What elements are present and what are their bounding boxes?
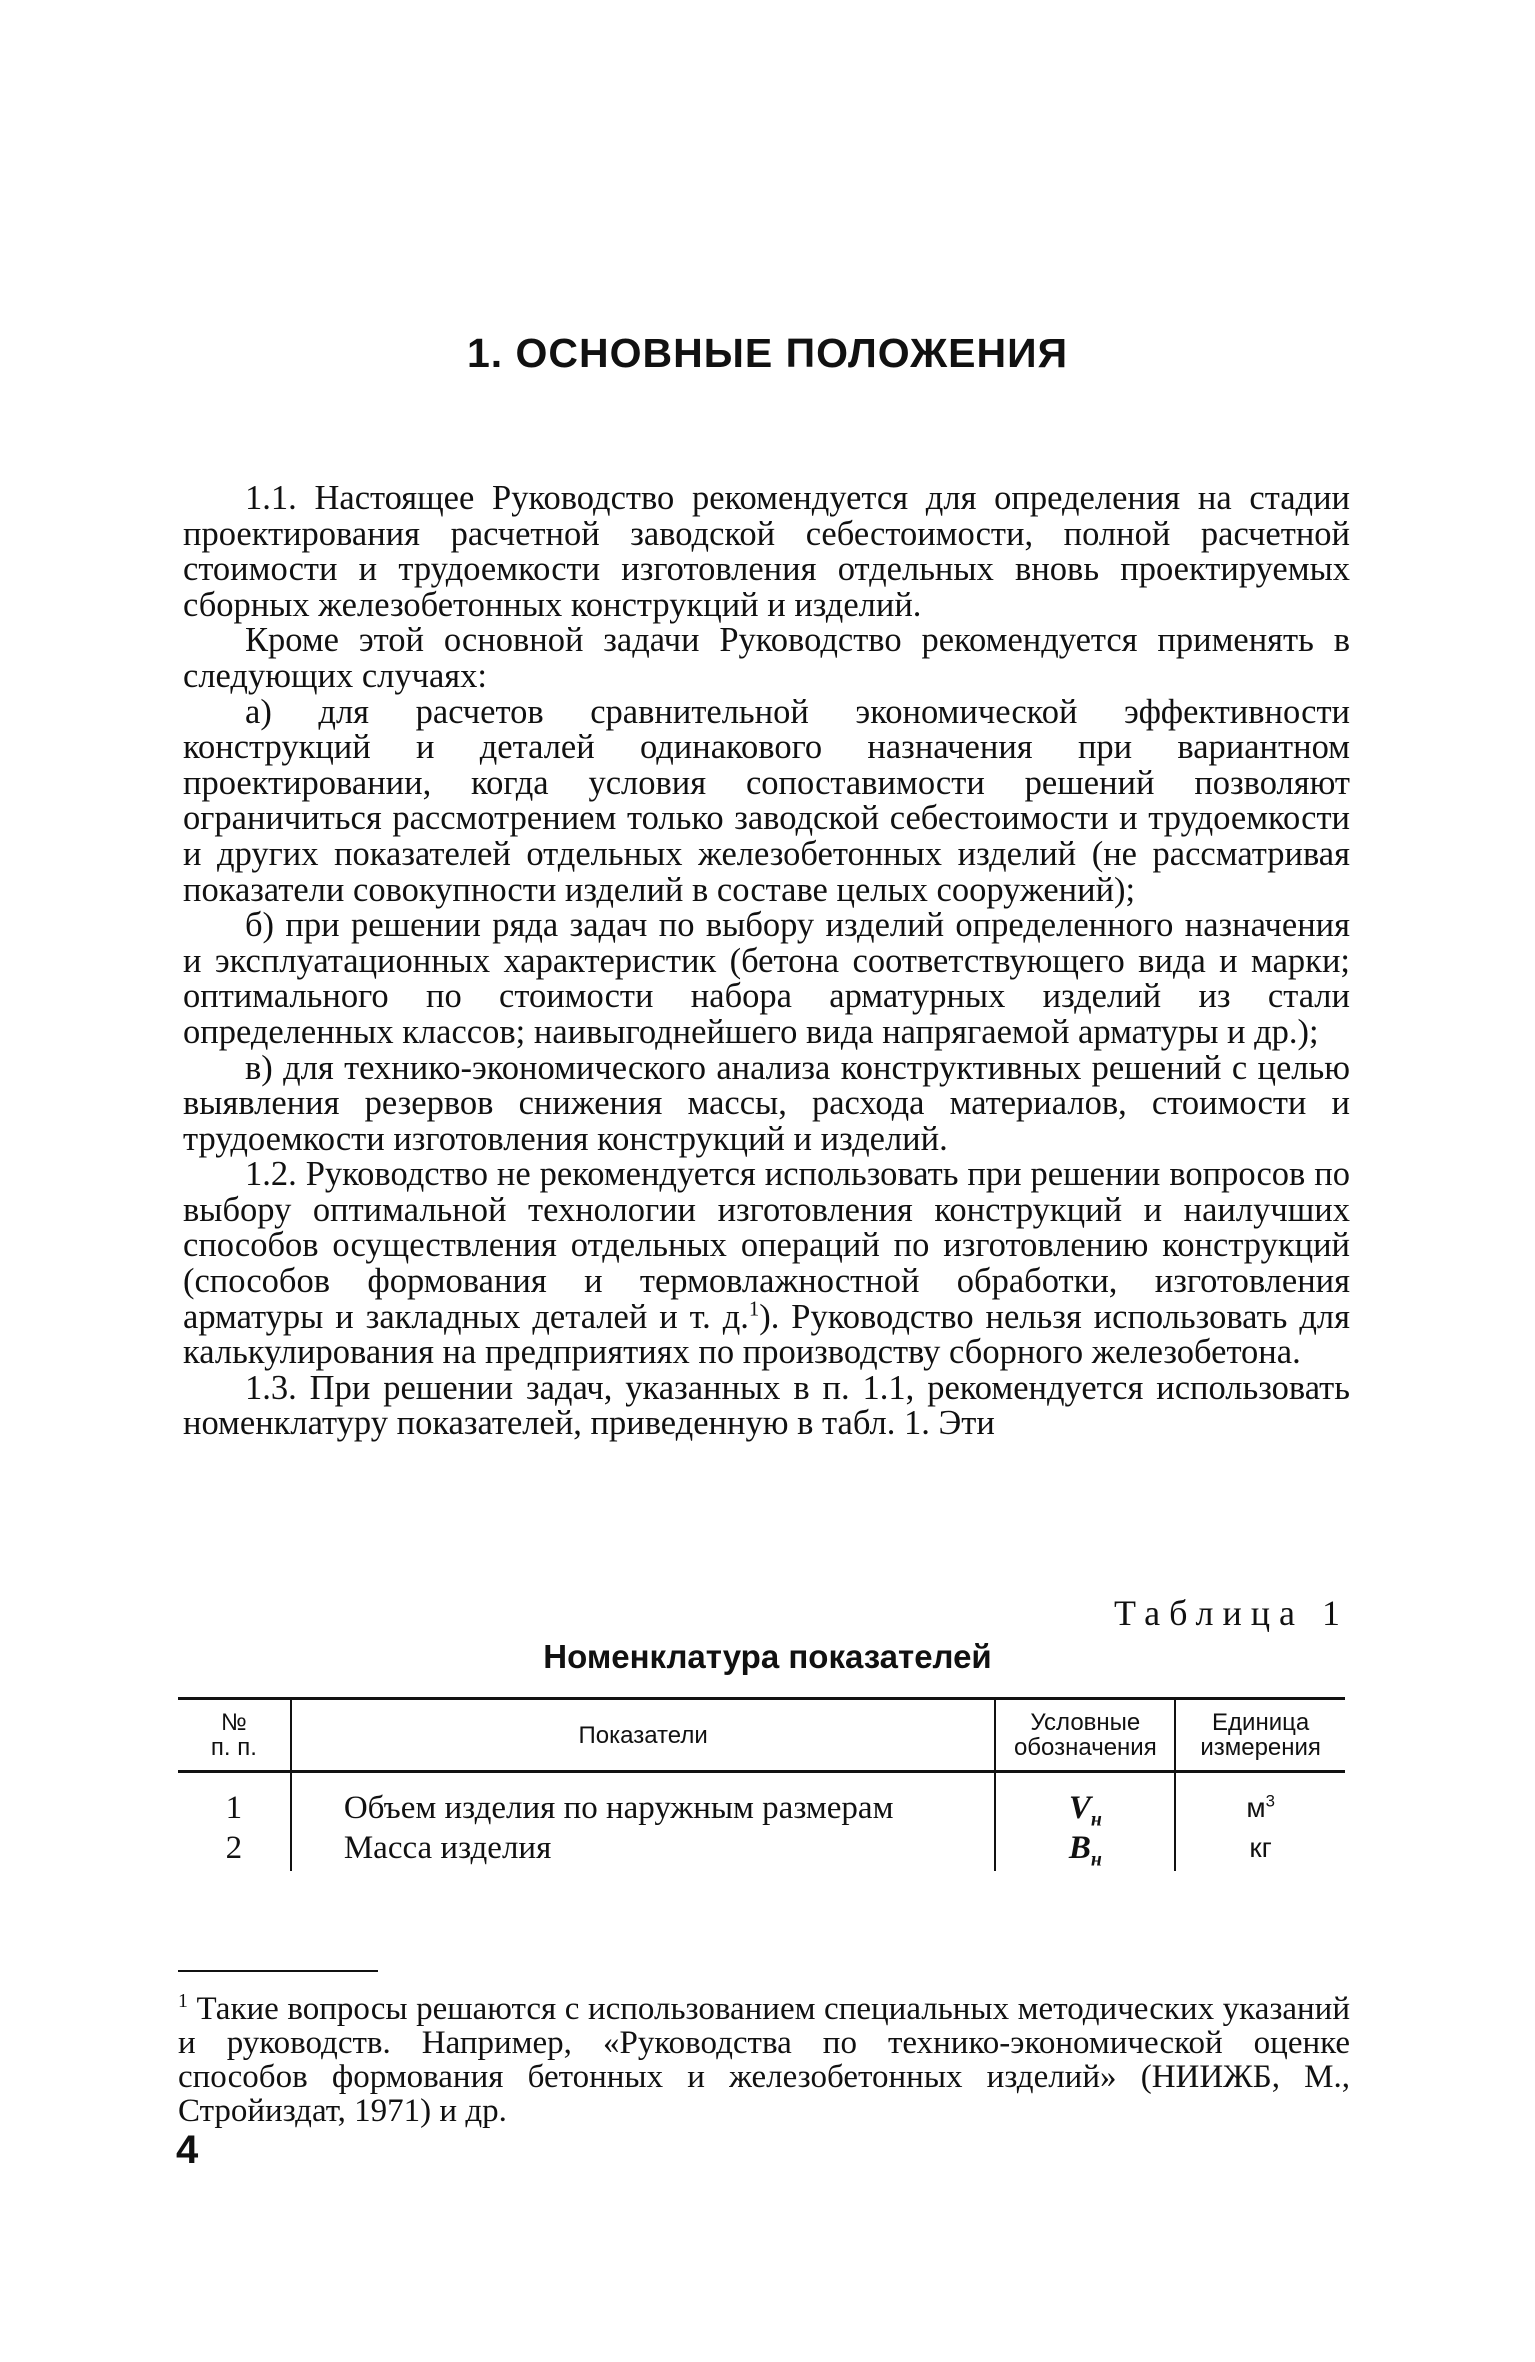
paragraph-1-2-text: 1.2. Руководство не рекомендуется использовать при решении вопросов по выбору оптимальной технологии изготовления конструкций и наилучших способов осуществления отдельных операций по изготовлению конструкций (способов формования и термовлажностной обработки, изготовления арматуры и закладных деталей и т. д. [183,1155,1350,1336]
indicators-table [178,1697,1345,1871]
footnote-text: Такие вопросы решаются с использованием специальных методических указаний и руководств. Например, «Руководства по технико-экономической оценке способов формования бетонных и железобетонных изделий» (НИИЖБ, М., Стройиздат, 1971) и др. [178,1991,1351,2129]
row-indicator: Масса изделия [291,1828,996,1871]
table-header-row [178,1699,1345,1772]
row-symbol [995,1772,1175,1829]
symbol-main: V [1068,1790,1091,1826]
paragraph-1-2 [183,1157,1350,1371]
row-number: 2 [225,1830,243,1866]
paragraph-intro-cases: Кроме этой основной задачи Руководство рекомендуется применять в следующих случаях: [183,621,1350,695]
row-indicator: Объем изделия по наружным размерам [291,1772,996,1829]
row-number: 1 [225,1790,243,1826]
table-title: Номенклатура показателей [543,1638,992,1675]
paragraph-1-1: 1.1. Настоящее Руководство рекомендуется для определения на стадии проектирования расчетной заводской себестоимости, полной расчетной стоимости и трудоемкости изготовления отдельных вновь проектируемых сборных железобетонных конструкций и изделий. [183,479,1350,624]
paragraph-1-3: 1.3. При решении задач, указанных в п. 1.1, рекомендуется использовать номенклатуру показателей, приведенную в табл. 1. Эти [183,1368,1350,1443]
paragraph-case-a: а) для расчетов сравнительной экономической эффективности конструкций и деталей одинакового назначения при вариантном проектировании, когда условия сопоставимости решений позволяют ограничиться рассмотрением только заводской себестоимости и трудоемкости и других показателей отдельных железобетонных изделий (не рассматривая показатели совокупности изделий в составе целых сооружений); [183,692,1350,909]
symbol-main: B [1068,1830,1091,1866]
body-text [183,481,1350,1442]
header-number [178,1699,291,1772]
header-unit: Единица измерения [1175,1699,1345,1772]
footnote [178,1992,1350,2128]
table-row [178,1828,1345,1871]
symbol-subscript: н [1090,1848,1102,1871]
unit-base: кг [1249,1832,1272,1863]
section-heading: 1. ОСНОВНЫЕ ПОЛОЖЕНИЯ [466,330,1069,376]
paragraph-case-v: в) для технико-экономического анализа конструктивных решений с целью выявления резервов снижения массы, расхода материалов, стоимости и трудоемкости изготовления конструкций и изделий. [183,1048,1350,1158]
row-unit [1175,1828,1345,1871]
footnote-marker: 1 [178,1990,188,2012]
paragraph-1-2-continued: ). Руководство нельзя использовать для калькулирования на предприятиях по производству сборного железобетона. [183,1297,1350,1372]
header-symbol: Условные обозначения [995,1699,1175,1772]
row-unit [1175,1772,1345,1829]
header-number-symbol: № [221,1709,247,1736]
unit-superscript: 3 [1265,1791,1275,1811]
paragraph-case-b: б) при решении ряда задач по выбору изделий определенного назначения и эксплуатационных характеристик (бетона соответствующего вида и марки; оптимального по стоимости набора арматурных изделий из стали определенных классов; наивыгоднейшего вида напрягаемой арматуры и др.); [183,906,1350,1051]
header-indicator: Показатели [291,1699,996,1772]
page-number: 4 [176,2128,199,2172]
row-symbol [995,1828,1175,1871]
table-row [178,1772,1345,1829]
symbol-subscript: н [1090,1808,1102,1831]
unit-base: м [1246,1792,1266,1823]
header-number-abbr: п. п. [210,1734,257,1761]
table-label: Таблица 1 [1114,1593,1349,1633]
footnote-divider [178,1970,378,1972]
footnote-reference[interactable]: 1 [748,1298,760,1321]
